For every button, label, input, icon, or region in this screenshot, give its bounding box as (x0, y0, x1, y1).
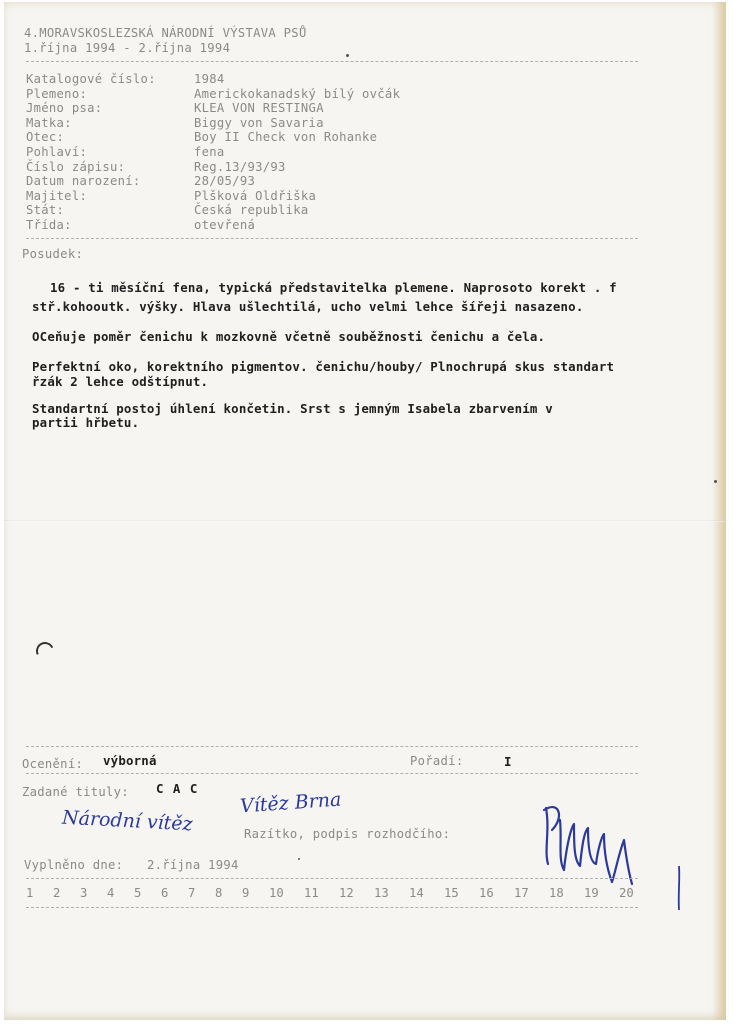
field-value: Česká republika (194, 203, 309, 218)
ink-speck (714, 480, 717, 483)
assessment-line: stř.kohooutk. výšky. Hlava ušlechtilá, ucho velmi lehce šířeji nasazeno. (32, 299, 584, 314)
titles-value: C A C (156, 781, 199, 796)
field-label: Katalogové číslo: (26, 72, 156, 86)
scale-number: 4 (107, 886, 115, 900)
field-label: Otec: (26, 130, 65, 145)
scale-number: 2 (53, 886, 61, 900)
punch-hole-mark (33, 639, 56, 662)
paper-fold-line (4, 520, 726, 522)
field-label: Datum narození: (26, 174, 141, 189)
divider (26, 878, 638, 879)
field-label: Majitel: (26, 188, 88, 203)
scale-number: 7 (188, 886, 196, 900)
titles-label: Zadané tituly: (22, 785, 129, 799)
field-label: Stát: (26, 203, 65, 218)
divider (26, 61, 638, 62)
scale-number: 8 (215, 886, 223, 900)
field-value: Americkokanadský bílý ovčák (194, 86, 401, 101)
scale-number: 12 (339, 886, 354, 900)
field-label: Číslo zápisu: (26, 159, 126, 174)
ink-stroke (676, 864, 682, 912)
handwritten-title-national-winner: Národní vítěz (61, 806, 194, 836)
divider (26, 773, 638, 774)
scale-number: 5 (134, 886, 142, 900)
scale-number: 1 (26, 886, 34, 900)
field-label: Jméno psa: (26, 101, 103, 116)
ink-speck (298, 858, 300, 860)
assessment-line: řzák 2 lehce odštípnut. (32, 374, 209, 389)
scanned-form-sheet (4, 2, 726, 1020)
judge-signature (540, 800, 640, 890)
ink-speck (346, 54, 349, 57)
number-scale (26, 886, 646, 900)
divider (26, 238, 638, 239)
event-dates: 1.října 1994 - 2.října 1994 (24, 41, 231, 55)
assessment-line: 16 - ti měsíční fena, typická představitelka plemene. Naprosoto korekt . f (50, 280, 617, 295)
assessment-line: Standartní postoj úhlení končetin. Srst s jemným Isabela zbarvením v (32, 401, 553, 416)
field-label: Třída: (26, 217, 72, 232)
scale-number: 9 (242, 886, 250, 900)
rating-label: Ocenění: (22, 757, 84, 771)
field-value: otevřená (194, 217, 256, 232)
event-title: 4.MORAVSKOSLEZSKÁ NÁRODNÍ VÝSTAVA PSŮ (24, 26, 307, 40)
field-value: KLEA VON RESTINGA (194, 101, 324, 116)
judge-label: Razítko, podpis rozhodčího: (244, 827, 451, 841)
divider (26, 746, 638, 747)
scale-number: 16 (479, 886, 494, 900)
field-label: Plemeno: (26, 86, 88, 101)
scale-number: 11 (304, 886, 319, 900)
order-value: I (504, 754, 512, 769)
scale-number: 20 (619, 886, 634, 900)
field-label: Matka: (26, 115, 72, 130)
scale-number: 6 (161, 886, 169, 900)
assessment-line: OCeňuje poměr čenichu k mozkovně včetně souběžnosti čenichu a čela. (32, 329, 546, 344)
scale-number: 13 (374, 886, 389, 900)
scale-number: 3 (80, 886, 88, 900)
assessment-line: Perfektní oko, korektního pigmentov. čenichu/houby/ Plnochrupá skus standart (32, 359, 615, 374)
divider (26, 907, 638, 908)
field-value: fena (194, 144, 225, 159)
field-label: Pohlaví: (26, 144, 88, 159)
scale-number: 15 (444, 886, 459, 900)
field-value: Biggy von Savaria (194, 115, 324, 130)
field-value: 1984 (194, 72, 225, 86)
assessment-line: partii hřbetu. (32, 415, 140, 430)
handwritten-title-winner-brno: Vítěz Brna (239, 788, 342, 818)
field-value: Boy II Check von Rohanke (194, 130, 378, 145)
paper-edge-stain (712, 2, 726, 1020)
scale-number: 18 (549, 886, 564, 900)
order-label: Pořadí: (410, 754, 464, 768)
scale-number: 19 (584, 886, 599, 900)
scale-number: 10 (269, 886, 284, 900)
field-value: Reg.13/93/93 (194, 159, 286, 174)
filled-date: 2.října 1994 (147, 858, 239, 872)
scale-number: 14 (409, 886, 424, 900)
assessment-label: Posudek: (22, 247, 84, 261)
field-value: 28/05/93 (194, 174, 256, 189)
rating-value: výborná (103, 753, 157, 768)
field-value: Plšková Oldřiška (194, 188, 317, 203)
scale-number: 17 (514, 886, 529, 900)
filled-label: Vyplněno dne: (24, 858, 124, 872)
